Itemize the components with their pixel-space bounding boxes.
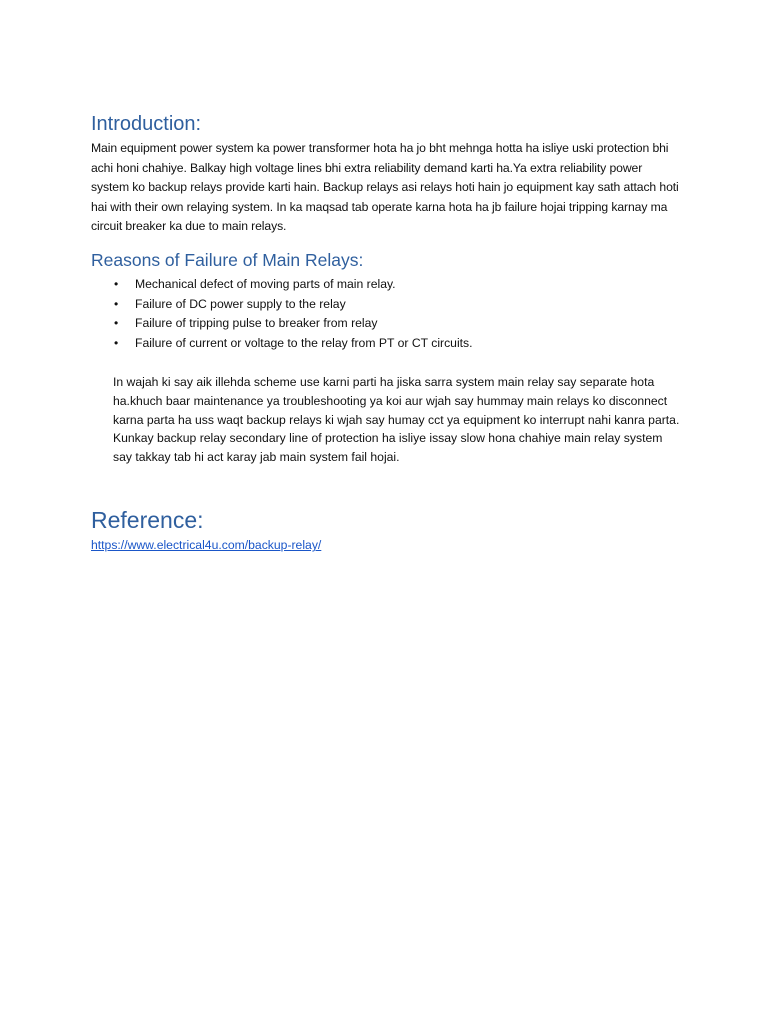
explanation-paragraph-1: In wajah ki say aik illehda scheme use karni parti ha jiska sarra system main relay say separate hota ha.khuch baar maintenance ya troubleshooting ya koi aur wjah say hummay main relays ko disconnect karna parta ha uss waqt backup relays ki wjah say humay cct ya equipment ko interrupt nahi kanra parta. <box>113 375 680 427</box>
list-item-text: Mechanical defect of moving parts of main relay. <box>135 276 396 291</box>
bullet-icon: • <box>114 316 119 331</box>
explanation-paragraph-2: Kunkay backup relay secondary line of protection ha isliye issay slow hona chahiye main relay system say takkay tab hi act karay jab main system fail hojai. <box>113 431 663 464</box>
list-item <box>91 314 683 334</box>
explanation-block <box>91 373 683 466</box>
reasons-heading: Reasons of Failure of Main Relays: <box>91 249 364 270</box>
list-item-text: Failure of tripping pulse to breaker from relay <box>135 316 378 331</box>
reasons-list <box>91 275 683 353</box>
list-item <box>91 334 683 354</box>
document-content <box>91 111 683 554</box>
list-item-text: Failure of DC power supply to the relay <box>135 296 346 311</box>
list-item <box>91 295 683 315</box>
bullet-icon: • <box>114 335 119 350</box>
introduction-paragraph: Main equipment power system ka power transformer hota ha jo bht mehnga hotta ha isliye uski protection bhi achi honi chahiye. Balkay high voltage lines bhi extra reliability demand karti ha.Ya extra reliability power system ko backup relays provide karti hain. Backup relays asi relays hoti hain jo equipment kay sath attach hoti hai with their own relaying system. In ka maqsad tab operate karna hota ha jb failure hojai tripping karnay ma circuit breaker ka due to main relays. <box>91 141 679 234</box>
introduction-heading: Introduction: <box>91 113 202 135</box>
list-item <box>91 275 683 295</box>
reference-heading: Reference: <box>91 507 204 534</box>
bullet-icon: • <box>114 276 119 291</box>
reference-link[interactable]: https://www.electrical4u.com/backup-relay/ <box>91 538 322 553</box>
list-item-text: Failure of current or voltage to the relay from PT or CT circuits. <box>135 335 473 350</box>
bullet-icon: • <box>114 296 119 311</box>
